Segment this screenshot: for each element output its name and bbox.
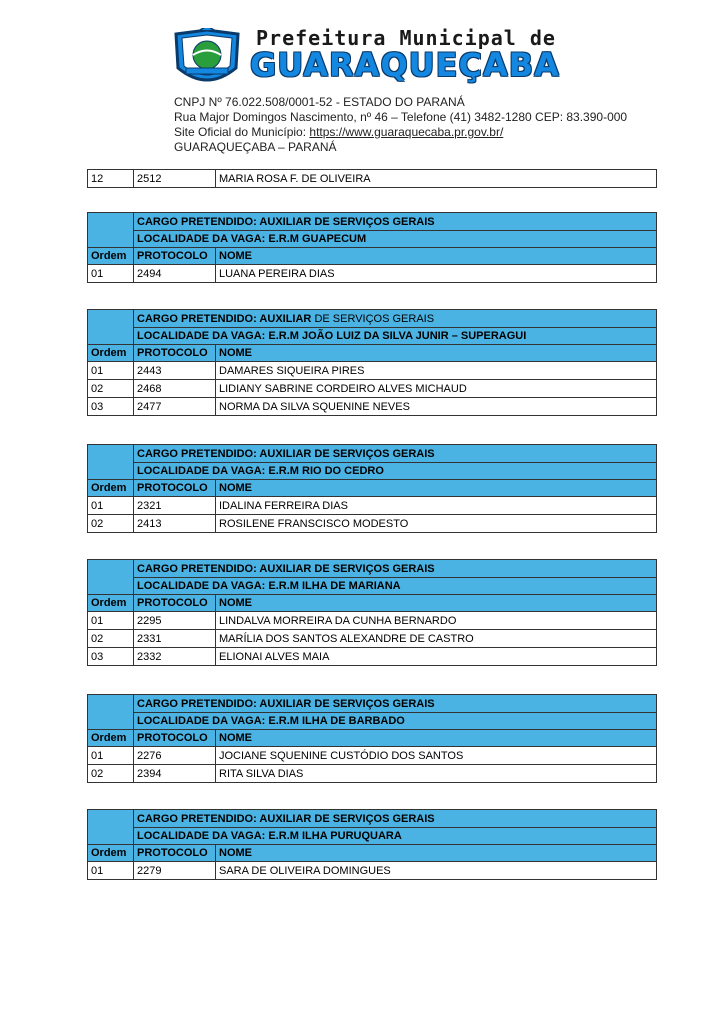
cell-nome: IDALINA FERREIRA DIAS — [216, 497, 657, 515]
cell-ordem: 01 — [88, 612, 134, 630]
cell-nome: RITA SILVA DIAS — [216, 765, 657, 783]
cell-ordem: 01 — [88, 497, 134, 515]
section-table-ilha-de-barbado — [87, 694, 657, 783]
cell-nome: LUANA PEREIRA DIAS — [216, 265, 657, 283]
cell-nome: DAMARES SIQUEIRA PIRES — [216, 362, 657, 380]
cell-ordem: 01 — [88, 265, 134, 283]
header-address-block — [174, 95, 627, 155]
section-table-superagui — [87, 309, 657, 416]
cell-nome: SARA DE OLIVEIRA DOMINGUES — [216, 862, 657, 880]
cell-nome: ELIONAI ALVES MAIA — [216, 648, 657, 666]
section-table-guapecum — [87, 212, 657, 283]
table-row — [88, 862, 657, 880]
cell-protocolo: 2331 — [134, 630, 216, 648]
header-cnpj: CNPJ Nº 76.022.508/0001-52 - ESTADO DO PARANÁ — [174, 95, 465, 109]
table-row — [88, 362, 657, 380]
cargo-label-rest: DE SERVIÇOS GERAIS — [314, 313, 435, 325]
localidade-label: LOCALIDADE DA VAGA: E.R.M ILHA DE MARIANA — [134, 578, 657, 595]
cell-ordem: 02 — [88, 515, 134, 533]
header-title-municipality: GUARAQUEÇABA — [250, 46, 560, 84]
table-row — [88, 612, 657, 630]
cargo-label — [134, 310, 657, 328]
header-address: Rua Major Domingos Nascimento, nº 46 – Telefone (41) 3482-1280 CEP: 83.390-000 — [174, 110, 628, 124]
column-header-ordem: Ordem — [88, 845, 134, 862]
cell-protocolo: 2394 — [134, 765, 216, 783]
cell-protocolo: 2279 — [134, 862, 216, 880]
cargo-label: CARGO PRETENDIDO: AUXILIAR DE SERVIÇOS GERAIS — [134, 213, 657, 231]
column-header-ordem: Ordem — [88, 248, 134, 265]
column-header-protocolo: PROTOCOLO — [134, 480, 216, 497]
cell-ordem: 01 — [88, 862, 134, 880]
cargo-label-bold: CARGO PRETENDIDO: AUXILIAR — [137, 313, 315, 325]
cell-protocolo: 2276 — [134, 747, 216, 765]
cell-nome: JOCIANE SQUENINE CUSTÓDIO DOS SANTOS — [216, 747, 657, 765]
column-header-protocolo: PROTOCOLO — [134, 845, 216, 862]
column-header-nome: NOME — [216, 845, 657, 862]
header-site-label: Site Oficial do Município: — [174, 125, 310, 139]
cargo-label: CARGO PRETENDIDO: AUXILIAR DE SERVIÇOS GERAIS — [134, 810, 657, 828]
cell-ordem: 01 — [88, 362, 134, 380]
cell-ordem: 02 — [88, 630, 134, 648]
header-title-line1: Prefeitura Municipal de — [256, 26, 556, 50]
localidade-label: LOCALIDADE DA VAGA: E.R.M RIO DO CEDRO — [134, 463, 657, 480]
column-header-ordem: Ordem — [88, 730, 134, 747]
column-header-nome: NOME — [216, 730, 657, 747]
localidade-label: LOCALIDADE DA VAGA: E.R.M GUAPECUM — [134, 231, 657, 248]
cargo-label: CARGO PRETENDIDO: AUXILIAR DE SERVIÇOS GERAIS — [134, 560, 657, 578]
cell-protocolo: 2295 — [134, 612, 216, 630]
header-site-link[interactable]: https://www.guaraquecaba.pr.gov.br/ — [309, 125, 504, 139]
column-header-protocolo: PROTOCOLO — [134, 248, 216, 265]
column-header-nome: NOME — [216, 595, 657, 612]
cell-nome: MARIA ROSA F. DE OLIVEIRA — [216, 170, 657, 188]
cell-ordem: 02 — [88, 380, 134, 398]
header-site-line — [174, 125, 627, 140]
header-city: GUARAQUEÇABA – PARANÁ — [174, 140, 337, 154]
cell-ordem: 03 — [88, 398, 134, 416]
table-row — [88, 648, 657, 666]
cell-protocolo: 2468 — [134, 380, 216, 398]
cell-protocolo: 2332 — [134, 648, 216, 666]
table-row — [88, 747, 657, 765]
localidade-label: LOCALIDADE DA VAGA: E.R.M ILHA PURUQUARA — [134, 828, 657, 845]
column-header-nome: NOME — [216, 480, 657, 497]
table-row — [88, 265, 657, 283]
cell-ordem: 01 — [88, 747, 134, 765]
cell-protocolo: 2477 — [134, 398, 216, 416]
section-table-ilha-de-mariana — [87, 559, 657, 666]
column-header-ordem: Ordem — [88, 480, 134, 497]
prefeitura-coat-of-arms-logo — [172, 28, 242, 90]
cell-protocolo: 2494 — [134, 265, 216, 283]
cell-ordem: 03 — [88, 648, 134, 666]
column-header-nome: NOME — [216, 248, 657, 265]
cell-protocolo: 2443 — [134, 362, 216, 380]
cell-nome: LIDIANY SABRINE CORDEIRO ALVES MICHAUD — [216, 380, 657, 398]
cell-protocolo: 2413 — [134, 515, 216, 533]
column-header-protocolo: PROTOCOLO — [134, 595, 216, 612]
cargo-label: CARGO PRETENDIDO: AUXILIAR DE SERVIÇOS GERAIS — [134, 445, 657, 463]
column-header-protocolo: PROTOCOLO — [134, 730, 216, 747]
cell-nome: MARÍLIA DOS SANTOS ALEXANDRE DE CASTRO — [216, 630, 657, 648]
column-header-nome: NOME — [216, 345, 657, 362]
section-table-rio-do-cedro — [87, 444, 657, 533]
continuation-table — [87, 169, 657, 188]
column-header-ordem: Ordem — [88, 595, 134, 612]
cell-nome: LINDALVA MORREIRA DA CUNHA BERNARDO — [216, 612, 657, 630]
table-row — [88, 398, 657, 416]
table-row — [88, 380, 657, 398]
column-header-protocolo: PROTOCOLO — [134, 345, 216, 362]
localidade-label: LOCALIDADE DA VAGA: E.R.M JOÃO LUIZ DA SILVA JUNIR – SUPERAGUI — [134, 328, 657, 345]
cell-nome: NORMA DA SILVA SQUENINE NEVES — [216, 398, 657, 416]
cargo-label: CARGO PRETENDIDO: AUXILIAR DE SERVIÇOS GERAIS — [134, 695, 657, 713]
table-row — [88, 765, 657, 783]
cell-protocolo: 2321 — [134, 497, 216, 515]
table-row — [88, 170, 657, 188]
column-header-ordem: Ordem — [88, 345, 134, 362]
table-row — [88, 515, 657, 533]
cell-nome: ROSILENE FRANSCISCO MODESTO — [216, 515, 657, 533]
table-row — [88, 630, 657, 648]
cell-protocolo: 2512 — [134, 170, 216, 188]
cell-ordem: 12 — [88, 170, 134, 188]
cell-ordem: 02 — [88, 765, 134, 783]
table-row — [88, 497, 657, 515]
section-table-ilha-puruquara — [87, 809, 657, 880]
localidade-label: LOCALIDADE DA VAGA: E.R.M ILHA DE BARBADO — [134, 713, 657, 730]
